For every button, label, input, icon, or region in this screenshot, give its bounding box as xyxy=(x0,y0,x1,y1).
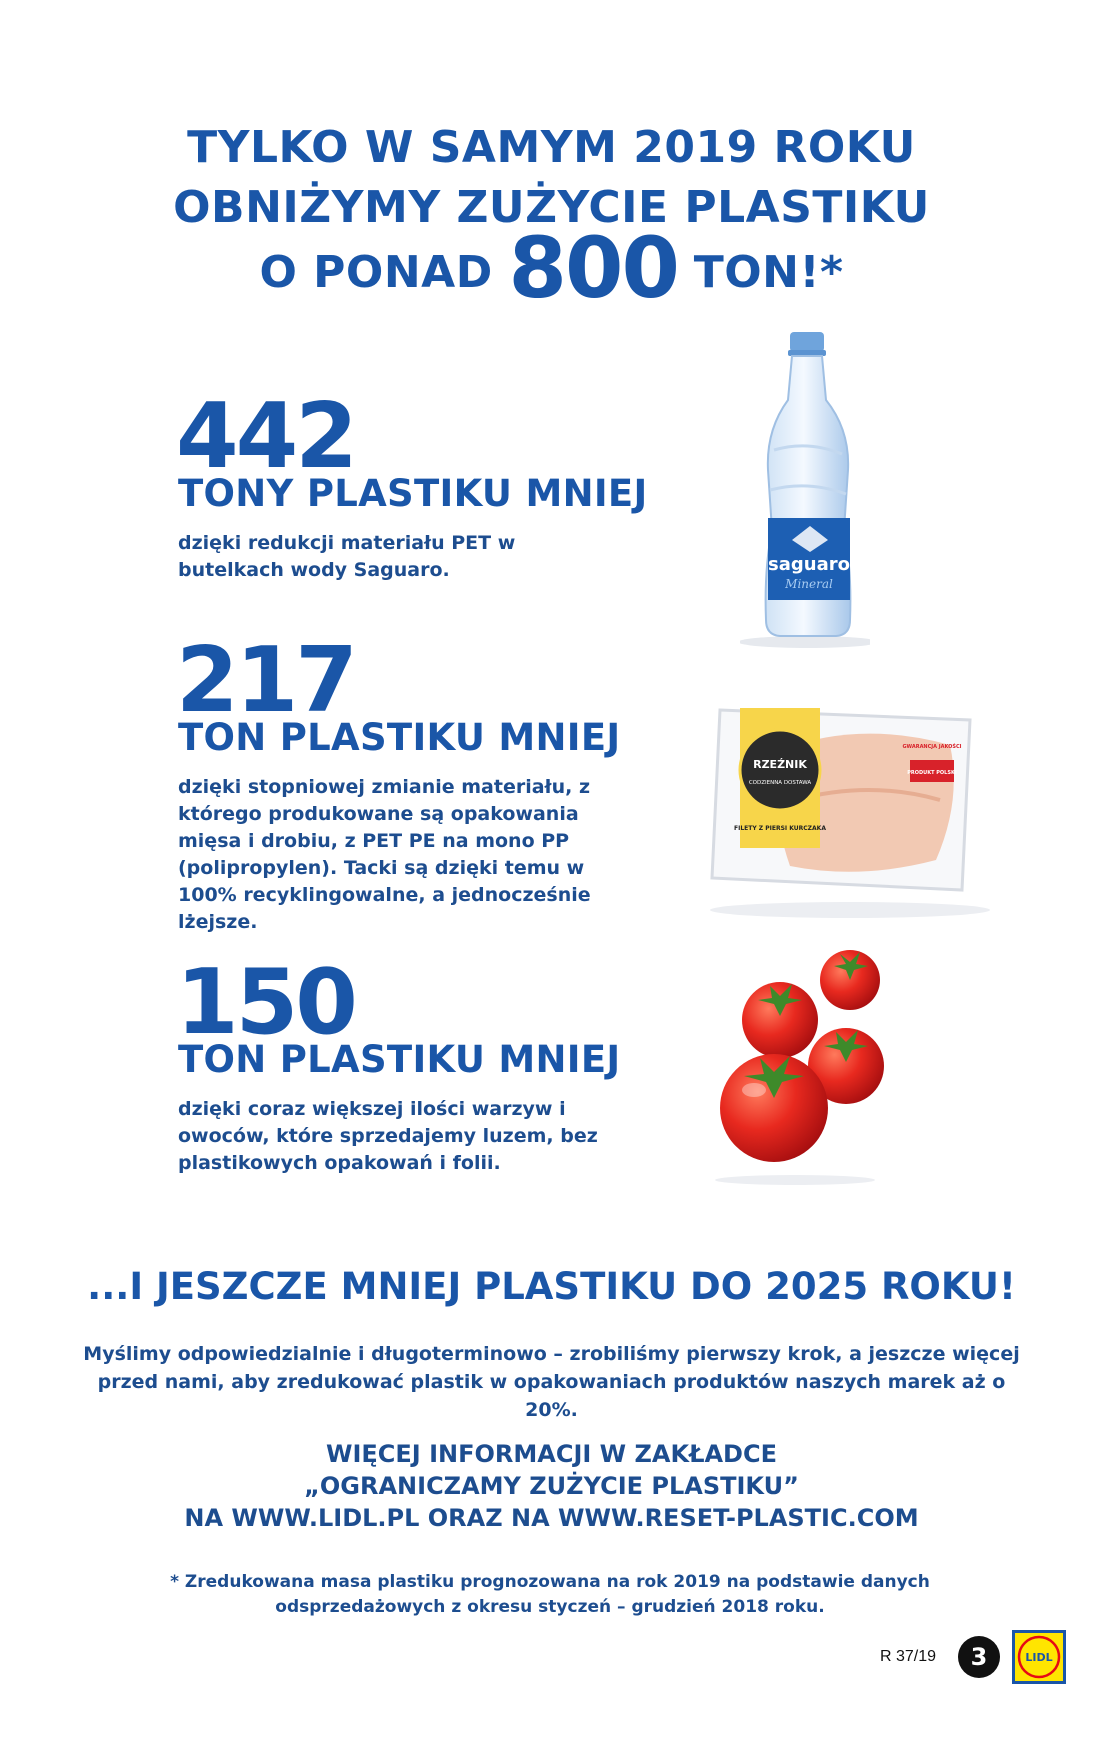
footnote xyxy=(150,1570,950,1620)
stat-number-bottles: 442 xyxy=(176,384,355,489)
more-info-line-1: WIĘCEJ INFORMACJI W ZAKŁADCE xyxy=(326,1440,777,1468)
tray-brand-label: RZEŹNIK xyxy=(753,758,807,771)
headline-line-1: TYLKO W SAMYM 2019 ROKU xyxy=(187,122,916,173)
page-number-badge: 3 xyxy=(958,1636,1000,1678)
stat-title-meat-trays: TON PLASTIKU MNIEJ xyxy=(178,716,621,759)
more-info-connector: ORAZ NA xyxy=(419,1504,558,1532)
headline-prefix: O PONAD xyxy=(259,247,493,298)
bottle-sub-label: Mineral xyxy=(785,577,833,591)
more-info-prefix: NA xyxy=(184,1504,232,1532)
reset-plastic-website-link[interactable]: WWW.RESET-PLASTIC.COM xyxy=(558,1504,919,1532)
lidl-website-link[interactable]: WWW.LIDL.PL xyxy=(231,1504,420,1532)
closing-description xyxy=(80,1340,1023,1424)
tomatoes-image xyxy=(700,940,900,1190)
closing-title: ...I JESZCZE MNIEJ PLASTIKU DO 2025 ROKU! xyxy=(87,1265,1016,1308)
tray-sub-label: CODZIENNA DOSTAWA xyxy=(748,780,812,786)
footnote-line-1: * Zredukowana masa plastiku prognozowana na rok 2019 na podstawie danych xyxy=(170,1572,930,1592)
page-headline xyxy=(0,118,1103,317)
headline-suffix: TON!* xyxy=(693,247,844,298)
issue-number: R 37/19 xyxy=(880,1648,937,1665)
closing-description-line-1: Myślimy odpowiedzialnie i długoterminowo – zrobiliśmy pierwszy krok, a jeszcze więcej xyxy=(83,1343,1020,1365)
tray-product-label: FILETY Z PIERSI KURCZAKA xyxy=(734,825,826,832)
stat-title-loose-produce: TON PLASTIKU MNIEJ xyxy=(178,1038,621,1081)
headline-line-3 xyxy=(0,219,1103,317)
stat-number-loose-produce: 150 xyxy=(176,950,355,1055)
bottle-brand-label: saguaro xyxy=(768,554,850,575)
tray-badge-polish: PRODUKT POLSKI xyxy=(907,770,957,776)
more-info-block xyxy=(0,1438,1103,1534)
stat-title-bottles: TONY PLASTIKU MNIEJ xyxy=(178,472,648,515)
lidl-logo xyxy=(1012,1630,1066,1684)
tray-badge-quality: GWARANCJA JAKOŚCI xyxy=(902,744,962,750)
stat-description-meat-trays: dzięki stopniowej zmianie materiału, z którego produkowane są opakowania mięsa i drobiu, z PET PE na mono PP (polipropylen). Tacki są dzięki temu w 100% recyklingowalne, a jednocześnie lżejsze. xyxy=(178,776,591,933)
stat-description-loose-produce: dzięki coraz większej ilości warzyw i owoców, które sprzedajemy luzem, bez plastikowych opakowań i folii. xyxy=(178,1098,598,1174)
closing-description-line-2: przed nami, aby zredukować plastik w opakowaniach produktów naszych marek aż o 20%. xyxy=(97,1371,1006,1421)
stat-description-bottles: dzięki redukcji materiału PET w butelkach wody Saguaro. xyxy=(178,532,516,581)
water-bottle-image xyxy=(740,330,870,650)
headline-number: 800 xyxy=(508,219,678,317)
headline-line-2: OBNIŻYMY ZUŻYCIE PLASTIKU xyxy=(173,182,930,233)
stat-number-meat-trays: 217 xyxy=(176,628,355,733)
footnote-line-2: odsprzedażowych z okresu styczeń – grudzień 2018 roku. xyxy=(275,1597,825,1617)
more-info-line-3 xyxy=(0,1502,1103,1534)
more-info-line-2: „OGRANICZAMY ZUŻYCIE PLASTIKU” xyxy=(304,1472,799,1500)
lidl-logo-text: LIDL xyxy=(1025,1651,1053,1664)
meat-tray-image xyxy=(700,690,990,920)
